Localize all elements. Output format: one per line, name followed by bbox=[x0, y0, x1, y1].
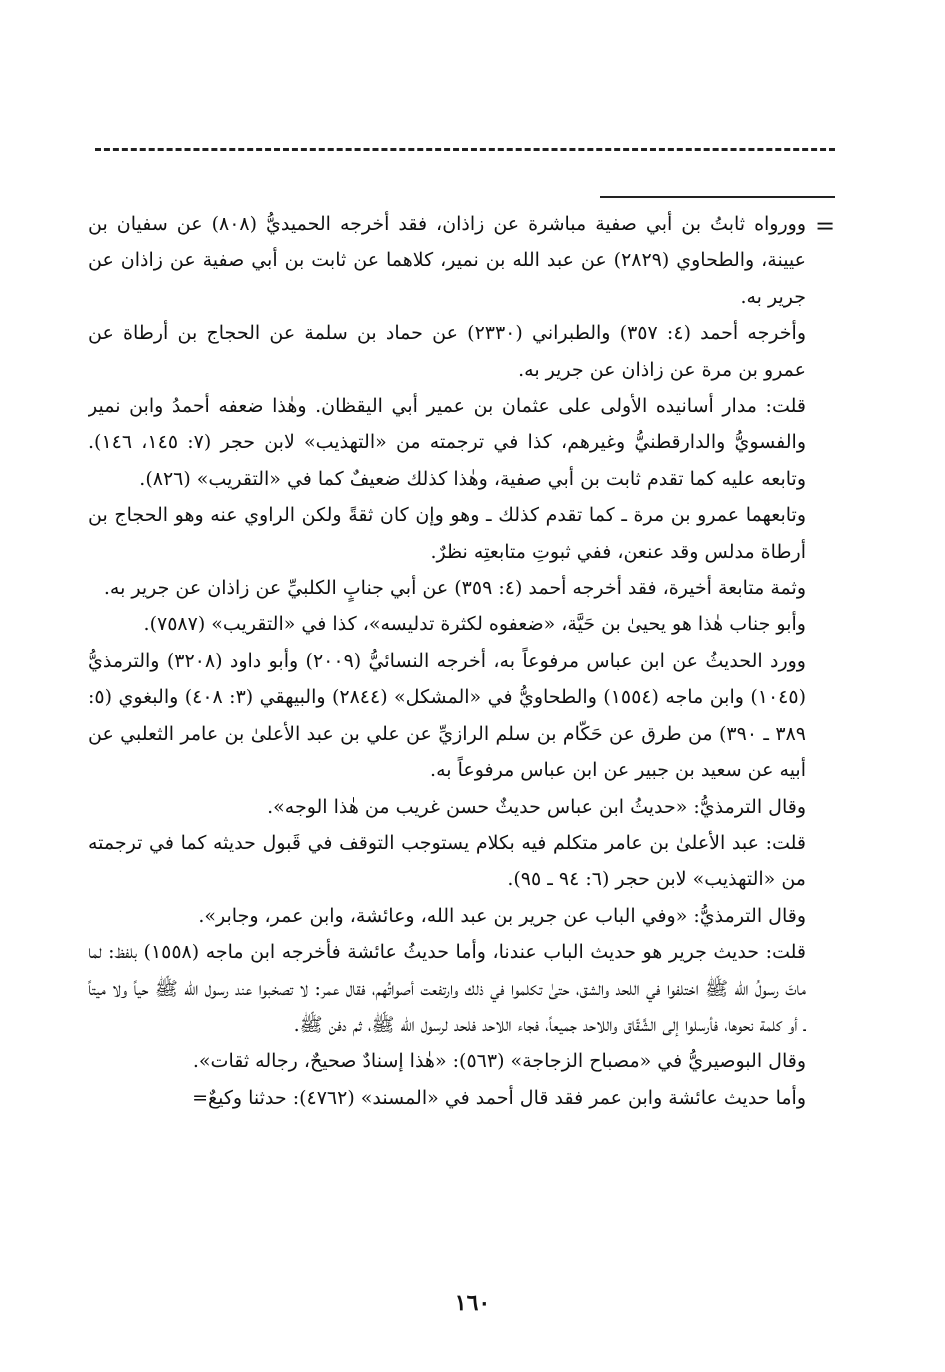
paragraph: وقال الترمذيُّ: «حديثُ ابن عباس حديثٌ حسن غريب من هٰذا الوجه». bbox=[267, 795, 806, 818]
page-number: ١٦٠ bbox=[454, 1290, 491, 1316]
paragraph: قلت: حديث جرير هو حديث الباب عندنا، وأما حديثُ عائشة فأخرجه ابن ماجه (١٥٥٨) بلفظ: لما ماتَ رسولُ الله ﷺ اختلفوا في اللحد والشق، حتىٰ تكلموا في ذلك وارتفعت أصواتُهم، فقال عمر: لا تصخبوا عند رسول الله ﷺ حياً ولا ميتاً ـ أو كلمة نحوها، فأرسلوا إلى الشَّقّاق واللاحد جميعاً، فجاء اللاحد فلحد لرسول الله ﷺ، ثم دفن ﷺ. bbox=[88, 941, 806, 1036]
paragraph: وأخرجه أحمد (٤: ٣٥٧) والطبراني (٢٣٣٠) عن حماد بن سلمة عن الحجاج بن أرطاة عن عمرو بن مرة عن زاذان عن جرير به. bbox=[88, 322, 806, 381]
paragraph: وثمة متابعة أخيرة، فقد أخرجه أحمد (٤: ٣٥٩) عن أبي جنابٍ الكلبيِّ عن زاذان عن جرير به. bbox=[103, 577, 806, 600]
footnote-body bbox=[88, 206, 806, 1262]
footnote-separator-rule bbox=[600, 196, 835, 198]
paragraph: وأبو جناب هٰذا هو يحيىٰ بن حَيَّة، «ضعفوه لكثرة تدليسه»، كذا في «التقريب» (٧٥٨٧). bbox=[143, 613, 806, 636]
paragraph: وورد الحديثُ عن ابن عباس مرفوعاً به، أخرجه النسائيُّ (٢٠٠٩) وأبو داود (٣٢٠٨) والترمذيُّ (١٠٤٥) وابن ماجه (١٥٥٤) والطحاويُّ في «المشكل» (٢٨٤٤) والبيهقي (٣: ٤٠٨) والبغوي (٥: ٣٨٩ ـ ٣٩٠) من طرق عن حَكّام بن سلم الرازيِّ عن علي بن عبد الأعلىٰ بن عامر الثعلبي عن أبيه عن سعيد بن جبير عن ابن عباس مرفوعاً به. bbox=[88, 649, 806, 782]
paragraph: وورواه ثابتُ بن أبي صفية مباشرة عن زاذان، فقد أخرجه الحميديُّ (٨٠٨) عن سفيان بن عيينة، والطحاوي (٢٨٢٩) عن عبد الله بن نمير، كلاهما عن ثابت بن أبي صفية عن زاذان عن جرير به. bbox=[88, 213, 806, 308]
paragraph: وتابعهما عمرو بن مرة ـ كما تقدم كذلك ـ وهو وإن كان ثقةً ولكن الراوي عنه وهو الحجاج بن أرطاة مدلس وقد عنعن، ففي ثبوتِ متابعتِه نظرٌ. bbox=[88, 504, 806, 563]
paragraph: وقال الترمذيُّ: «وفي الباب عن جرير بن عبد الله، وعائشة، وابن عمر، وجابر». bbox=[198, 904, 806, 927]
continuation-mark-start: = bbox=[815, 212, 836, 240]
header-dashed-rule bbox=[95, 148, 835, 151]
paragraph: قلت: مدار أسانيده الأولى على عثمان بن عمير أبي اليقظان. وهٰذا ضعفه أحمدُ وابن نمير والفسويُّ والدارقطنيُّ وغيرهم، كذا في ترجمته من «التهذيب» لابن حجر (٧: ١٤٥، ١٤٦). وتابعه عليه كما تقدم ثابت بن أبي صفية، وهٰذا كذلك ضعيفٌ كما في «التقريب» (٨٢٦). bbox=[88, 395, 806, 490]
paragraph: وقال البوصيريُّ في «مصباح الزجاجة» (٥٦٣): «هٰذا إسنادٌ صحيحٌ، رجاله ثقات». bbox=[192, 1050, 806, 1073]
paragraph: وأما حديث عائشة وابن عمر فقد قال أحمد في «المسند» (٤٧٦٢): حدثنا وكيعٌ= bbox=[192, 1086, 806, 1109]
paragraph: قلت: عبد الأعلىٰ بن عامر متكلم فيه بكلام يستوجب التوقف في قَبول حديثه كما في ترجمته من «التهذيب» لابن حجر (٦: ٩٤ ـ ٩٥). bbox=[88, 831, 806, 891]
